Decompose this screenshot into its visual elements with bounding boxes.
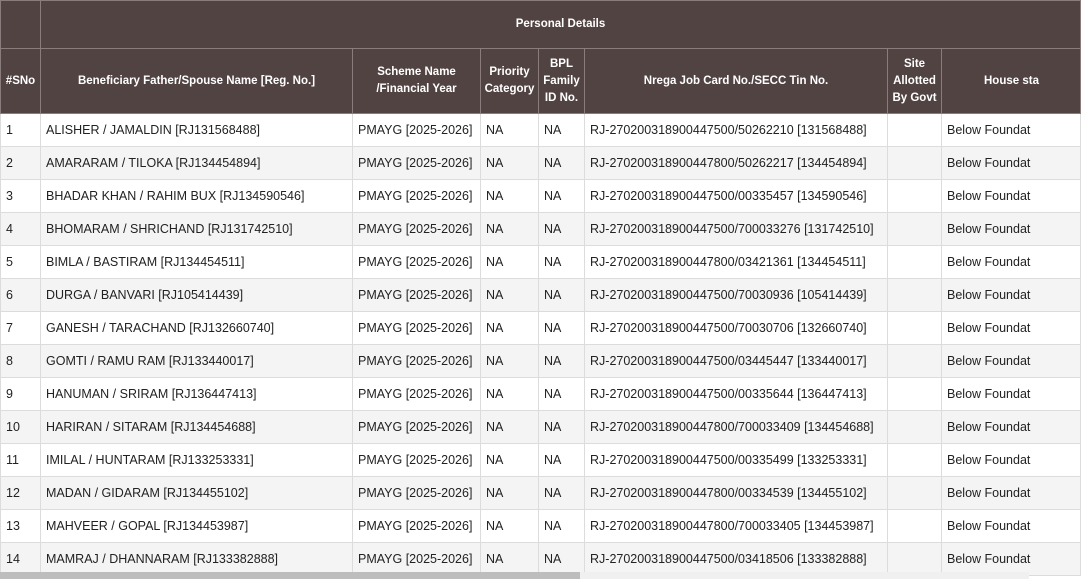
table-row (1, 510, 1081, 543)
cell-house: Below Foundat (942, 378, 1081, 411)
cell-name: BIMLA / BASTIRAM [RJ134454511] (41, 246, 353, 279)
cell-nrega: RJ-270200318900447500/00335499 [133253331] (585, 444, 888, 477)
cell-sno: 11 (1, 444, 41, 477)
cell-scheme: PMAYG [2025-2026] (353, 345, 481, 378)
cell-priority: NA (481, 378, 539, 411)
horizontal-scrollbar-thumb[interactable] (0, 572, 580, 579)
cell-nrega: RJ-270200318900447800/700033405 [134453987] (585, 510, 888, 543)
cell-name: HARIRAN / SITARAM [RJ134454688] (41, 411, 353, 444)
cell-name: MAMRAJ / DHANNARAM [RJ133382888] (41, 543, 353, 576)
cell-name: IMILAL / HUNTARAM [RJ133253331] (41, 444, 353, 477)
cell-priority: NA (481, 510, 539, 543)
cell-bpl: NA (539, 444, 585, 477)
cell-bpl: NA (539, 180, 585, 213)
cell-priority: NA (481, 312, 539, 345)
cell-bpl: NA (539, 147, 585, 180)
cell-scheme: PMAYG [2025-2026] (353, 543, 481, 576)
cell-house: Below Foundat (942, 312, 1081, 345)
cell-sno: 10 (1, 411, 41, 444)
cell-name: BHADAR KHAN / RAHIM BUX [RJ134590546] (41, 180, 353, 213)
cell-house: Below Foundat (942, 345, 1081, 378)
table-row (1, 114, 1081, 147)
cell-site (888, 246, 942, 279)
cell-nrega: RJ-270200318900447500/70030706 [132660740] (585, 312, 888, 345)
cell-priority: NA (481, 246, 539, 279)
cell-name: ALISHER / JAMALDIN [RJ131568488] (41, 114, 353, 147)
cell-priority: NA (481, 345, 539, 378)
cell-nrega: RJ-270200318900447500/70030936 [105414439] (585, 279, 888, 312)
cell-sno: 4 (1, 213, 41, 246)
cell-bpl: NA (539, 345, 585, 378)
cell-site (888, 378, 942, 411)
cell-scheme: PMAYG [2025-2026] (353, 246, 481, 279)
cell-priority: NA (481, 411, 539, 444)
table-row (1, 279, 1081, 312)
cell-priority: NA (481, 477, 539, 510)
cell-scheme: PMAYG [2025-2026] (353, 147, 481, 180)
cell-name: HANUMAN / SRIRAM [RJ136447413] (41, 378, 353, 411)
cell-name: MAHVEER / GOPAL [RJ134453987] (41, 510, 353, 543)
cell-bpl: NA (539, 477, 585, 510)
cell-name: GOMTI / RAMU RAM [RJ133440017] (41, 345, 353, 378)
personal-details-header: Personal Details (41, 1, 1081, 49)
cell-sno: 9 (1, 378, 41, 411)
cell-house: Below Foundat (942, 510, 1081, 543)
table-row (1, 147, 1081, 180)
cell-sno: 3 (1, 180, 41, 213)
cell-sno: 14 (1, 543, 41, 576)
cell-house: Below Foundat (942, 411, 1081, 444)
cell-nrega: RJ-270200318900447500/00335457 [134590546] (585, 180, 888, 213)
cell-scheme: PMAYG [2025-2026] (353, 444, 481, 477)
cell-sno: 6 (1, 279, 41, 312)
table-row (1, 378, 1081, 411)
table-row (1, 213, 1081, 246)
cell-priority: NA (481, 543, 539, 576)
cell-nrega: RJ-270200318900447800/03421361 [134454511] (585, 246, 888, 279)
cell-name: AMARARAM / TILOKA [RJ134454894] (41, 147, 353, 180)
col-nrega-header: Nrega Job Card No./SECC Tin No. (585, 49, 888, 114)
cell-sno: 12 (1, 477, 41, 510)
cell-name: BHOMARAM / SHRICHAND [RJ131742510] (41, 213, 353, 246)
cell-bpl: NA (539, 411, 585, 444)
cell-site (888, 279, 942, 312)
col-priority-header: Priority Category (481, 49, 539, 114)
table-row (1, 312, 1081, 345)
column-header-row (1, 49, 1081, 114)
cell-bpl: NA (539, 279, 585, 312)
cell-nrega: RJ-270200318900447500/700033276 [131742510] (585, 213, 888, 246)
cell-site (888, 114, 942, 147)
cell-priority: NA (481, 147, 539, 180)
table-body (1, 114, 1081, 576)
cell-scheme: PMAYG [2025-2026] (353, 213, 481, 246)
cell-house: Below Foundat (942, 114, 1081, 147)
cell-sno: 2 (1, 147, 41, 180)
cell-nrega: RJ-270200318900447500/03445447 [133440017] (585, 345, 888, 378)
cell-scheme: PMAYG [2025-2026] (353, 180, 481, 213)
table-row (1, 444, 1081, 477)
table-row (1, 411, 1081, 444)
cell-site (888, 510, 942, 543)
cell-house: Below Foundat (942, 279, 1081, 312)
cell-nrega: RJ-270200318900447500/00335644 [136447413] (585, 378, 888, 411)
cell-house: Below Foundat (942, 543, 1081, 576)
group-header-row (1, 1, 1081, 49)
cell-scheme: PMAYG [2025-2026] (353, 411, 481, 444)
cell-priority: NA (481, 114, 539, 147)
blank-header-cell (1, 1, 41, 49)
col-scheme-header: Scheme Name /Financial Year (353, 49, 481, 114)
cell-house: Below Foundat (942, 246, 1081, 279)
cell-sno: 13 (1, 510, 41, 543)
cell-site (888, 147, 942, 180)
cell-name: DURGA / BANVARI [RJ105414439] (41, 279, 353, 312)
col-sno-header: #SNo (1, 49, 41, 114)
cell-nrega: RJ-270200318900447800/50262217 [134454894] (585, 147, 888, 180)
cell-bpl: NA (539, 213, 585, 246)
cell-scheme: PMAYG [2025-2026] (353, 378, 481, 411)
cell-sno: 7 (1, 312, 41, 345)
cell-house: Below Foundat (942, 213, 1081, 246)
col-bpl-header: BPL Family ID No. (539, 49, 585, 114)
cell-bpl: NA (539, 312, 585, 345)
cell-house: Below Foundat (942, 180, 1081, 213)
cell-priority: NA (481, 213, 539, 246)
cell-bpl: NA (539, 543, 585, 576)
cell-nrega: RJ-270200318900447800/700033409 [134454688] (585, 411, 888, 444)
cell-site (888, 444, 942, 477)
cell-nrega: RJ-270200318900447500/03418506 [133382888] (585, 543, 888, 576)
cell-priority: NA (481, 180, 539, 213)
col-house-header: House sta (942, 49, 1081, 114)
cell-name: MADAN / GIDARAM [RJ134455102] (41, 477, 353, 510)
cell-bpl: NA (539, 510, 585, 543)
cell-nrega: RJ-270200318900447500/50262210 [131568488] (585, 114, 888, 147)
cell-sno: 8 (1, 345, 41, 378)
col-site-header: Site Allotted By Govt (888, 49, 942, 114)
cell-site (888, 543, 942, 576)
cell-site (888, 477, 942, 510)
cell-site (888, 345, 942, 378)
cell-site (888, 180, 942, 213)
cell-house: Below Foundat (942, 147, 1081, 180)
cell-scheme: PMAYG [2025-2026] (353, 477, 481, 510)
cell-priority: NA (481, 279, 539, 312)
cell-scheme: PMAYG [2025-2026] (353, 114, 481, 147)
cell-site (888, 312, 942, 345)
cell-scheme: PMAYG [2025-2026] (353, 279, 481, 312)
col-name-header: Beneficiary Father/Spouse Name [Reg. No.] (41, 49, 353, 114)
cell-house: Below Foundat (942, 477, 1081, 510)
cell-scheme: PMAYG [2025-2026] (353, 510, 481, 543)
cell-sno: 5 (1, 246, 41, 279)
cell-name: GANESH / TARACHAND [RJ132660740] (41, 312, 353, 345)
cell-nrega: RJ-270200318900447800/00334539 [134455102] (585, 477, 888, 510)
cell-house: Below Foundat (942, 444, 1081, 477)
table-row (1, 246, 1081, 279)
table-row (1, 477, 1081, 510)
table-row (1, 180, 1081, 213)
cell-site (888, 411, 942, 444)
cell-bpl: NA (539, 378, 585, 411)
table-row (1, 345, 1081, 378)
cell-site (888, 213, 942, 246)
cell-scheme: PMAYG [2025-2026] (353, 312, 481, 345)
cell-priority: NA (481, 444, 539, 477)
cell-bpl: NA (539, 114, 585, 147)
cell-sno: 1 (1, 114, 41, 147)
cell-bpl: NA (539, 246, 585, 279)
table-row (1, 543, 1081, 576)
